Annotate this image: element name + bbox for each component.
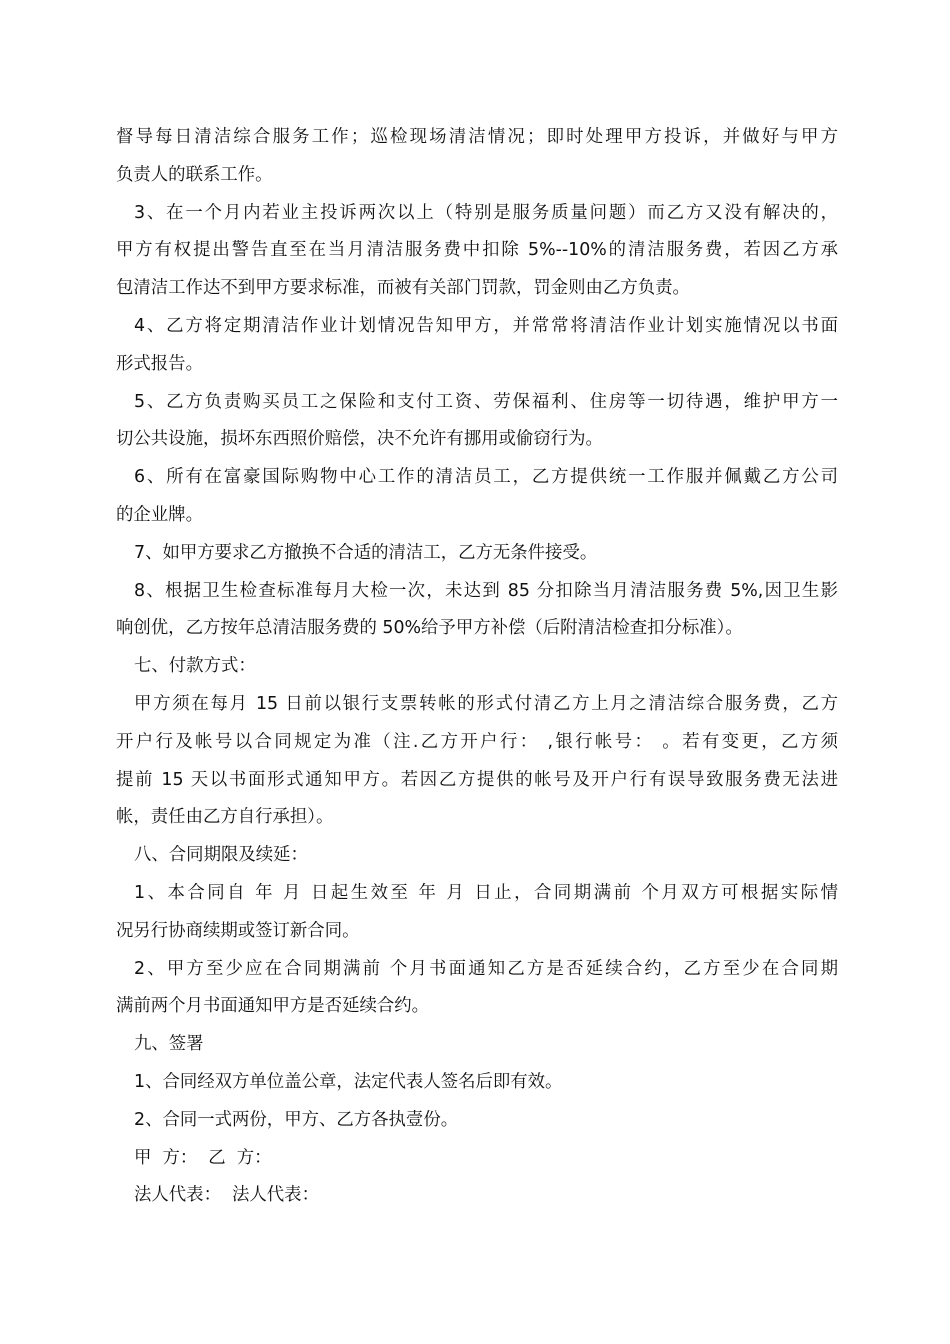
clause-6: 6、所有在富豪国际购物中心工作的清洁员工，乙方提供统一工作服并佩戴乙方公司 — [134, 467, 838, 488]
text-line: 负责人的联系工作。 — [116, 164, 273, 185]
clause-4: 4、乙方将定期清洁作业计划情况告知甲方，并常常将清洁作业计划实施情况以书面 — [134, 315, 838, 336]
text-line: 响创优，乙方按年总清洁服务费的 50%给予甲方补偿（后附清洁检查扣分标准）。 — [116, 618, 743, 639]
clause-3: 3、在一个月内若业主投诉两次以上（特别是服务质量问题）而乙方又没有解决的， — [134, 202, 838, 223]
text-line: 满前两个月书面通知甲方是否延续合约。 — [116, 996, 430, 1017]
clause-8: 8、根据卫生检查标准每月大检一次，未达到 85 分扣除当月清洁服务费 5%,因卫生影 — [134, 580, 838, 601]
section-heading-signing: 九、签署 — [134, 1034, 204, 1055]
text-line: 的企业牌。 — [116, 504, 203, 525]
text-line: 甲方有权提出警告直至在当月清洁服务费中扣除 5%--10%的清洁服务费，若因乙方承 — [116, 240, 838, 261]
representative-labels: 法人代表： 法人代表： — [134, 1185, 319, 1206]
payment-paragraph: 甲方须在每月 15 日前以银行支票转帐的形式付清乙方上月之清洁综合服务费，乙方 — [134, 693, 838, 714]
section-heading-payment: 七、付款方式： — [134, 656, 256, 677]
signing-clause-2: 2、合同一式两份，甲方、乙方各执壹份。 — [134, 1109, 459, 1130]
text-line: 包清洁工作达不到甲方要求标准，而被有关部门罚款，罚金则由乙方负责。 — [116, 278, 690, 299]
clause-5: 5、乙方负责购买员工之保险和支付工资、劳保福利、住房等一切待遇，维护甲方一 — [134, 391, 838, 412]
term-clause-1: 1、本合同自 年 月 日起生效至 年 月 日止，合同期满前 个月双方可根据实际情 — [134, 882, 838, 903]
text-line: 切公共设施，损坏东西照价赔偿，决不允许有挪用或偷窃行为。 — [116, 429, 603, 450]
text-line: 开户行及帐号以合同规定为准（注.乙方开户行： ,银行帐号： 。若有变更，乙方须 — [116, 731, 838, 752]
text-line: 提前 15 天以书面形式通知甲方。若因乙方提供的帐号及开户行有误导致服务费无法进 — [116, 769, 838, 790]
text-line: 督导每日清洁综合服务工作；巡检现场清洁情况；即时处理甲方投诉，并做好与甲方 — [116, 127, 838, 147]
contract-text — [116, 119, 838, 1215]
party-labels: 甲 方： 乙 方： — [134, 1147, 272, 1168]
term-clause-2: 2、甲方至少应在合同期满前 个月书面通知乙方是否延续合约，乙方至少在合同期 — [134, 958, 838, 979]
text-line: 帐，责任由乙方自行承担）。 — [116, 807, 334, 828]
section-heading-term: 八、合同期限及续延： — [134, 845, 308, 866]
text-line: 况另行协商续期或签订新合同。 — [116, 920, 360, 941]
clause-7: 7、如甲方要求乙方撤换不合适的清洁工，乙方无条件接受。 — [134, 542, 598, 563]
signing-clause-1: 1、合同经双方单位盖公章，法定代表人签名后即有效。 — [134, 1071, 563, 1092]
text-line: 形式报告。 — [116, 353, 203, 374]
